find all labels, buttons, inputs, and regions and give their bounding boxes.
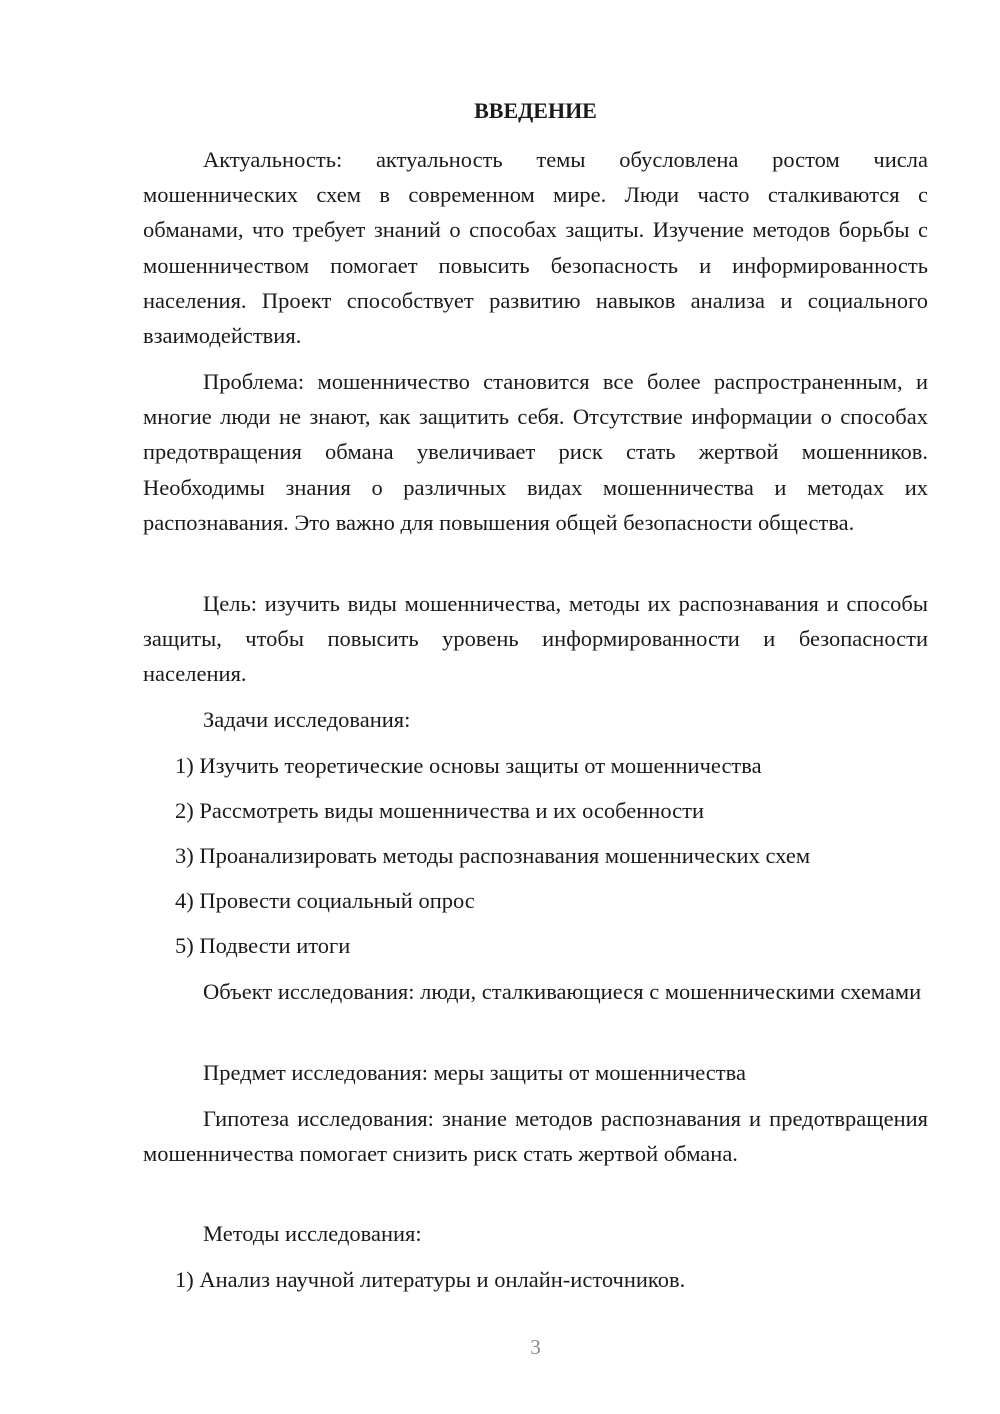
subject-paragraph: Предмет исследования: меры защиты от мошенничества: [203, 1060, 746, 1085]
task-item-5: 5) Подвести итоги: [175, 933, 351, 958]
task-item-1: 1) Изучить теоретические основы защиты от мошенничества: [175, 753, 762, 778]
section-title: ВВЕДЕНИЕ: [474, 98, 597, 123]
task-item-2: 2) Рассмотреть виды мошенничества и их особенности: [175, 798, 705, 823]
page-number: 3: [530, 1335, 541, 1359]
object-paragraph: Объект исследования: люди, сталкивающиеся с мошенническими схемами: [203, 979, 922, 1004]
method-item-1: 1) Анализ научной литературы и онлайн-источников.: [175, 1267, 686, 1292]
task-item-3: 3) Проанализировать методы распознавания мошеннических схем: [175, 843, 811, 868]
hypothesis-paragraph: Гипотеза исследования: знание методов распознавания и предотвращения мошенничества помогает снизить риск стать жертвой обмана.: [143, 1106, 928, 1167]
goal-paragraph: Цель: изучить виды мошенничества, методы их распознавания и способы защиты, чтобы повысить уровень информированности и безопасности населения.: [143, 591, 928, 687]
problem-paragraph: Проблема: мошенничество становится все более распространенным, и многие люди не знают, как защитить себя. Отсутствие информации о способах предотвращения обмана увеличивает риск стать жертвой мошенников. Необходимы знания о различных видах мошенничества и методах их распознавания. Это важно для повышения общей безопасности общества.: [143, 369, 928, 535]
relevance-paragraph: Актуальность: актуальность темы обусловлена ростом числа мошеннических схем в современном мире. Люди часто сталкиваются с обманами, что требует знаний о способах защиты. Изучение методов борьбы с мошенничеством помогает повысить безопасность и информированность населения. Проект способствует развитию навыков анализа и социального взаимодействия.: [143, 147, 928, 349]
task-item-4: 4) Провести социальный опрос: [175, 888, 475, 913]
methods-heading: Методы исследования:: [203, 1221, 422, 1246]
tasks-heading: Задачи исследования:: [203, 707, 411, 732]
